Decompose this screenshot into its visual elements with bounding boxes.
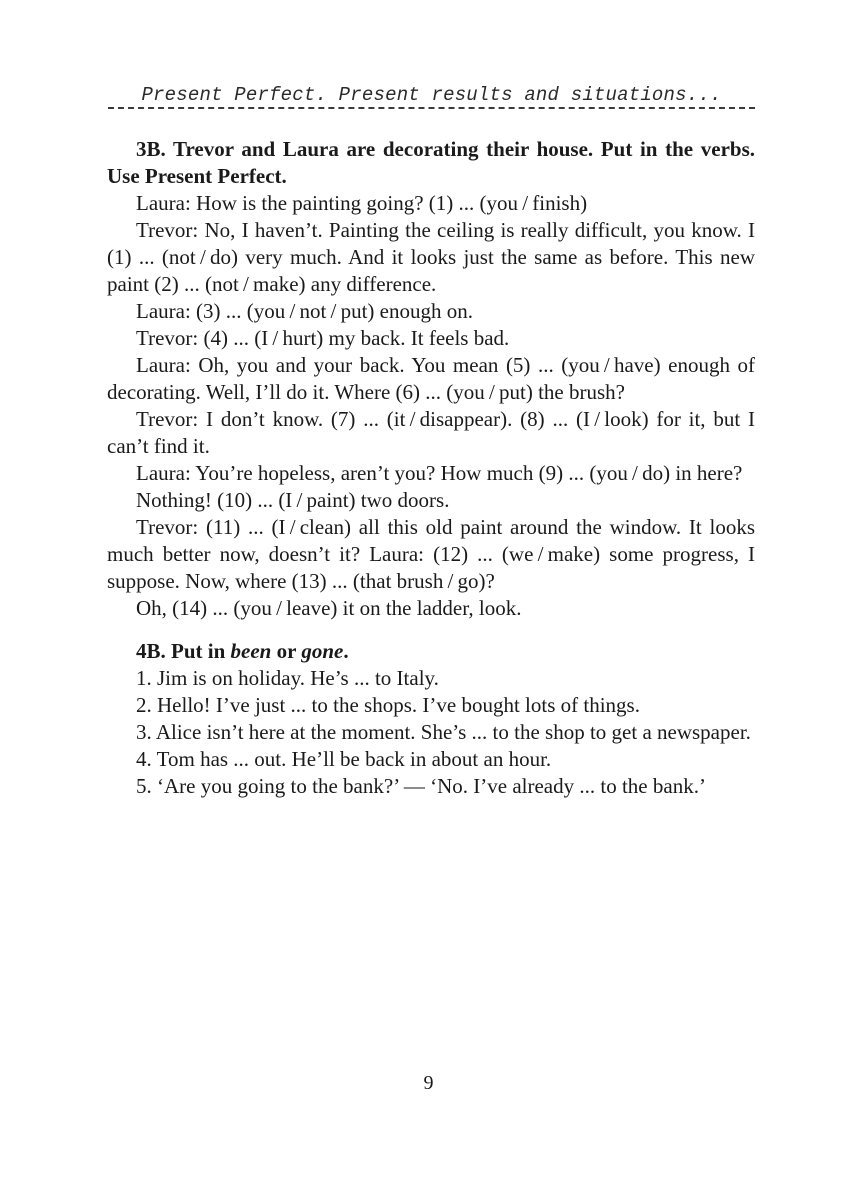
heading-word-gone: gone	[301, 639, 344, 663]
exercise-item: 4. Tom has ... out. He’ll be back in about an hour.	[136, 747, 552, 771]
running-header: Present Perfect. Present results and situations...	[141, 84, 722, 106]
section-spacer	[107, 622, 755, 638]
dialogue-line: Oh, (14) ... (you / leave) it on the ladder, look.	[136, 596, 522, 620]
page-number: 9	[423, 1072, 434, 1094]
dialogue-line: Laura: How is the painting going? (1) ... (you / finish)	[136, 191, 588, 215]
dialogue-line: Trevor: (11) ... (I / clean) all this old paint around the window. It looks much better now, doesn’t it? Laura: (12) ... (we / make) some progress, I suppose. Now, where (13) ... (that brush / go)?	[107, 515, 755, 593]
exercise-3b-heading: 3B. Trevor and Laura are decorating their house. Put in the verbs. Use Present Perfect.	[107, 137, 755, 188]
exercise-item: 5. ‘Are you going to the bank?’ — ‘No. I’ve already ... to the bank.’	[136, 774, 706, 798]
exercise-item: 1. Jim is on holiday. He’s ... to Italy.	[136, 666, 439, 690]
dialogue-line: Trevor: I don’t know. (7) ... (it / disappear). (8) ... (I / look) for it, but I can’t find it.	[107, 407, 755, 458]
heading-prefix: 4B. Put in	[136, 639, 231, 663]
exercise-item: 3. Alice isn’t here at the moment. She’s ... to the shop to get a newspaper.	[136, 720, 751, 744]
dialogue-line: Nothing! (10) ... (I / paint) two doors.	[136, 488, 450, 512]
dialogue-line: Laura: Oh, you and your back. You mean (5) ... (you / have) enough of decorating. Well, I’ll do it. Where (6) ... (you / put) the brush?	[107, 353, 755, 404]
dialogue-line: Trevor: No, I haven’t. Painting the ceiling is really difficult, you know. I (1) ... (not / do) very much. And it looks just the same as before. This new paint (2) ... (not / make) any difference.	[107, 218, 755, 296]
dialogue-line: Laura: You’re hopeless, aren’t you? How much (9) ... (you / do) in here?	[136, 461, 743, 485]
heading-mid: or	[271, 639, 302, 663]
dialogue-line: Trevor: (4) ... (I / hurt) my back. It feels bad.	[136, 326, 510, 350]
dialogue-line: Laura: (3) ... (you / not / put) enough on.	[136, 299, 473, 323]
heading-word-been: been	[230, 639, 272, 663]
heading-suffix: .	[343, 639, 349, 663]
exercise-4b-heading	[107, 638, 755, 665]
page-content	[107, 136, 755, 800]
header-dashed-rule	[108, 107, 755, 109]
exercise-item: 2. Hello! I’ve just ... to the shops. I’ve bought lots of things.	[136, 693, 640, 717]
